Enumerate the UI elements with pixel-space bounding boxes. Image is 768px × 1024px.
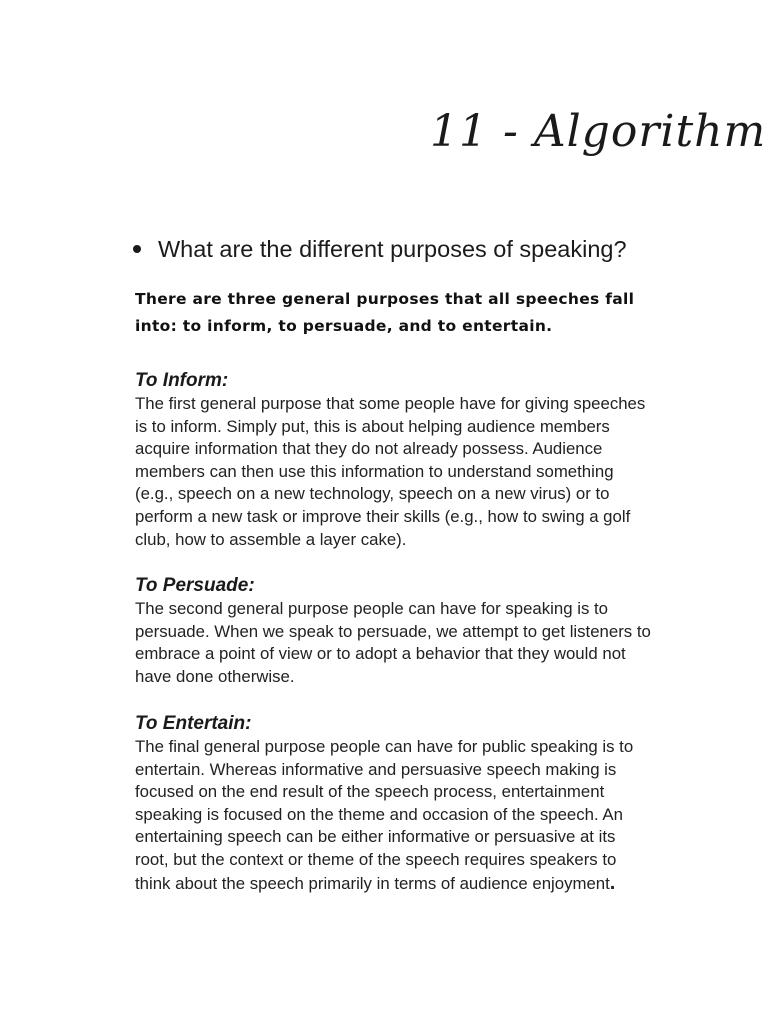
section-heading-entertain: To Entertain:	[135, 713, 252, 734]
bullet-question	[133, 233, 733, 265]
body-line: have done otherwise.	[135, 666, 295, 686]
body-line: The second general purpose people can have for speaking is to	[135, 599, 608, 618]
body-line: The first general purpose that some people have for giving speeches	[135, 394, 646, 413]
body-line: focused on the end result of the speech process, entertainment	[135, 782, 605, 802]
body-line: persuade. When we speak to persuade, we attempt to get listeners to	[135, 621, 651, 641]
body-line: entertaining speech can be either informative or persuasive at its	[135, 827, 616, 847]
bullet-icon	[133, 245, 141, 253]
body-line: root, but the context or theme of the speech requires speakers to	[135, 849, 617, 869]
section-heading-persuade: To Persuade:	[135, 575, 255, 596]
section-body-entertain	[135, 736, 695, 895]
body-line: entertain. Whereas informative and persuasive speech making is	[135, 759, 617, 779]
intro-paragraph	[135, 286, 695, 340]
body-line: (e.g., speech on a new technology, speech on a new virus) or to	[135, 484, 610, 504]
body-line: speaking is focused on the theme and occasion of the speech. An	[135, 804, 623, 824]
body-line: The final general purpose people can have for public speaking is to	[135, 737, 634, 756]
page-title: 11 - Algorithm	[430, 106, 767, 157]
intro-line: There are three general purposes that all speeches fall	[135, 290, 635, 308]
section-body-persuade	[135, 598, 695, 688]
body-line-last	[135, 872, 695, 896]
body-line: is to inform. Simply put, this is about helping audience members	[135, 416, 610, 436]
body-line: acquire information that they do not already possess. Audience	[135, 439, 603, 459]
body-line: club, how to assemble a layer cake).	[135, 529, 407, 549]
body-line: embrace a point of view or to adopt a behavior that they would not	[135, 644, 626, 664]
intro-line: into: to inform, to persuade, and to entertain.	[135, 317, 553, 335]
end-period: .	[609, 871, 616, 894]
body-line: members can then use this information to understand something	[135, 461, 614, 481]
body-line-text: think about the speech primarily in terms of audience enjoyment	[135, 873, 610, 893]
body-line: perform a new task or improve their skills (e.g., how to swing a golf	[135, 506, 631, 526]
question-text: What are the different purposes of speaking?	[158, 236, 627, 262]
section-heading-inform: To Inform:	[135, 370, 229, 391]
section-body-inform	[135, 393, 695, 551]
